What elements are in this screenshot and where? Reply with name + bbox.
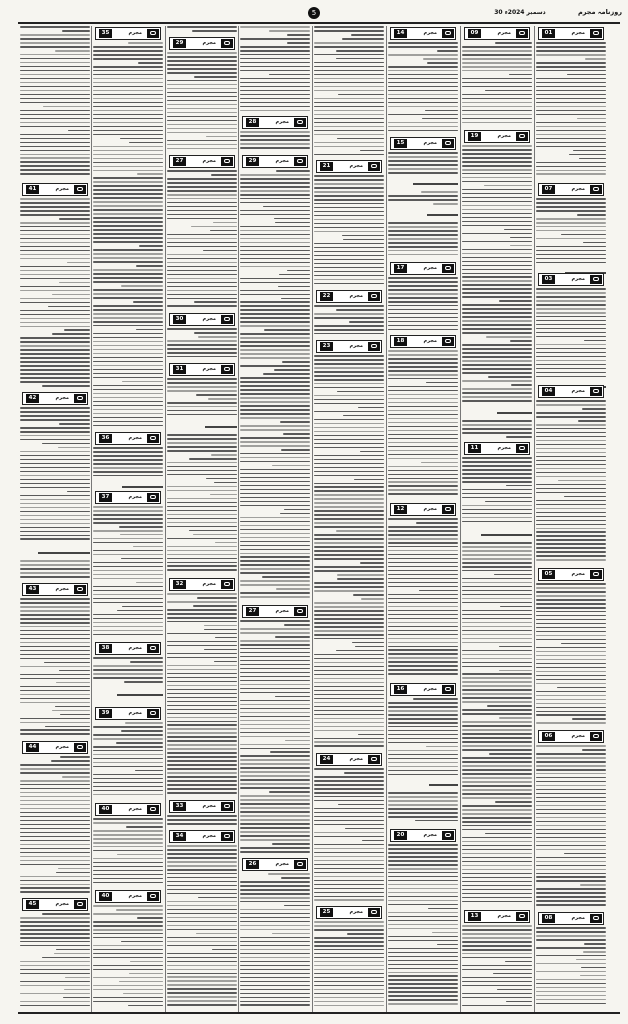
emblem-icon bbox=[74, 185, 86, 194]
notice-header bbox=[169, 363, 235, 376]
notice-number: 44 bbox=[26, 743, 39, 752]
notice-title: مجرم bbox=[55, 901, 69, 907]
text-block bbox=[240, 26, 310, 114]
emblem-icon bbox=[368, 292, 380, 301]
newspaper-name: روزنامہ مجرم bbox=[577, 8, 622, 16]
notice-title: مجرم bbox=[128, 435, 142, 441]
notice-number: 29 bbox=[246, 157, 259, 166]
emblem-icon bbox=[442, 685, 454, 694]
column-rule bbox=[91, 26, 92, 1012]
notice-title: مجرم bbox=[202, 803, 216, 809]
emblem-icon bbox=[147, 644, 159, 653]
notice-number: 16 bbox=[394, 685, 407, 694]
text-block bbox=[314, 355, 384, 749]
text-block bbox=[20, 407, 90, 542]
text-block bbox=[93, 905, 163, 1009]
notice-header bbox=[464, 442, 530, 455]
subheading bbox=[167, 422, 237, 434]
notice-number: 32 bbox=[173, 580, 186, 589]
notice-header bbox=[169, 313, 235, 326]
notice-header bbox=[390, 335, 456, 348]
notice-header bbox=[464, 27, 530, 40]
notice-title: مجرم bbox=[202, 40, 216, 46]
emblem-icon bbox=[294, 157, 306, 166]
footer-rule bbox=[18, 1012, 620, 1014]
notice-header bbox=[390, 27, 456, 40]
notice-number: 40 bbox=[99, 805, 112, 814]
notice-title: مجرم bbox=[202, 581, 216, 587]
notice-header bbox=[22, 583, 88, 596]
text-block bbox=[167, 845, 237, 1008]
notice-header bbox=[22, 183, 88, 196]
notice-title: مجرم bbox=[571, 186, 585, 192]
text-block bbox=[167, 434, 237, 573]
notice-number: 09 bbox=[468, 29, 481, 38]
notice-header bbox=[538, 568, 604, 581]
emblem-icon bbox=[221, 39, 233, 48]
text-block bbox=[167, 26, 237, 34]
emblem-icon bbox=[442, 505, 454, 514]
text-block bbox=[462, 42, 532, 126]
notice-number: 18 bbox=[394, 337, 407, 346]
notice-number: 21 bbox=[320, 162, 333, 171]
notice-title: مجرم bbox=[571, 30, 585, 36]
notice-number: 37 bbox=[99, 493, 112, 502]
notice-number: 34 bbox=[173, 832, 186, 841]
notice-header bbox=[316, 290, 382, 303]
column-rule bbox=[386, 26, 387, 1012]
notice-title: مجرم bbox=[571, 915, 585, 921]
notice-header bbox=[22, 741, 88, 754]
notice-number: 06 bbox=[542, 732, 555, 741]
text-block bbox=[536, 583, 606, 726]
notice-title: مجرم bbox=[497, 913, 511, 919]
emblem-icon bbox=[368, 162, 380, 171]
notice-number: 15 bbox=[394, 139, 407, 148]
text-block bbox=[536, 400, 606, 563]
notice-title: مجرم bbox=[275, 608, 289, 614]
notice-number: 38 bbox=[99, 644, 112, 653]
text-block bbox=[240, 620, 310, 855]
notice-header bbox=[316, 340, 382, 353]
text-block bbox=[536, 745, 606, 908]
notice-number: 28 bbox=[246, 118, 259, 127]
notice-title: مجرم bbox=[202, 158, 216, 164]
subheading bbox=[462, 530, 532, 542]
text-block bbox=[536, 927, 606, 1007]
notice-number: 08 bbox=[542, 914, 555, 923]
notice-header bbox=[464, 130, 530, 143]
notice-header bbox=[316, 753, 382, 766]
text-block bbox=[462, 420, 532, 440]
emblem-icon bbox=[221, 365, 233, 374]
column-rule bbox=[165, 26, 166, 1012]
text-block bbox=[240, 873, 310, 1008]
column-rule bbox=[534, 26, 535, 1012]
text-block bbox=[388, 42, 458, 134]
emblem-icon bbox=[74, 585, 86, 594]
notice-title: مجرم bbox=[128, 30, 142, 36]
notice-title: مجرم bbox=[275, 861, 289, 867]
notice-title: مجرم bbox=[571, 571, 585, 577]
notice-header bbox=[169, 578, 235, 591]
text-block bbox=[167, 815, 237, 827]
notice-title: مجرم bbox=[128, 645, 142, 651]
notice-header bbox=[390, 503, 456, 516]
notice-number: 05 bbox=[542, 570, 555, 579]
notice-header bbox=[316, 160, 382, 173]
emblem-icon bbox=[74, 900, 86, 909]
text-block bbox=[20, 26, 90, 177]
notice-header bbox=[242, 116, 308, 129]
notice-header bbox=[390, 262, 456, 275]
notice-title: مجرم bbox=[423, 265, 437, 271]
text-block bbox=[20, 756, 90, 895]
notice-header bbox=[538, 385, 604, 398]
subheading bbox=[462, 408, 532, 420]
notice-title: مجرم bbox=[55, 395, 69, 401]
text-block bbox=[93, 42, 163, 428]
emblem-icon bbox=[147, 892, 159, 901]
text-block bbox=[20, 913, 90, 1009]
notice-title: مجرم bbox=[423, 832, 437, 838]
emblem-icon bbox=[74, 394, 86, 403]
notice-number: 19 bbox=[468, 132, 481, 141]
text-block bbox=[388, 792, 458, 824]
notice-title: مجرم bbox=[423, 506, 437, 512]
notice-number: 42 bbox=[26, 394, 39, 403]
text-block bbox=[314, 921, 384, 1009]
emblem-icon bbox=[221, 580, 233, 589]
notice-header bbox=[169, 830, 235, 843]
notice-number: 40 bbox=[99, 892, 112, 901]
notice-header bbox=[169, 155, 235, 168]
notice-number: 12 bbox=[394, 505, 407, 514]
text-block bbox=[388, 350, 458, 497]
notice-number: 33 bbox=[173, 802, 186, 811]
emblem-icon bbox=[147, 434, 159, 443]
notice-title: مجرم bbox=[423, 338, 437, 344]
notice-number: 39 bbox=[99, 709, 112, 718]
emblem-icon bbox=[442, 139, 454, 148]
notice-header bbox=[316, 906, 382, 919]
emblem-icon bbox=[590, 185, 602, 194]
notice-title: مجرم bbox=[571, 276, 585, 282]
emblem-icon bbox=[442, 264, 454, 273]
notice-number: 13 bbox=[468, 912, 481, 921]
subheading bbox=[93, 690, 163, 702]
text-block bbox=[93, 506, 163, 637]
text-block bbox=[462, 145, 532, 404]
notice-number: 03 bbox=[542, 275, 555, 284]
emblem-icon bbox=[516, 29, 528, 38]
subheading bbox=[388, 210, 458, 222]
emblem-icon bbox=[147, 493, 159, 502]
notice-header bbox=[95, 707, 161, 720]
text-block bbox=[167, 328, 237, 360]
column-rule bbox=[238, 26, 239, 1012]
notice-title: مجرم bbox=[349, 909, 363, 915]
text-block bbox=[20, 598, 90, 737]
text-block bbox=[536, 198, 606, 266]
text-block bbox=[20, 560, 90, 580]
notice-title: مجرم bbox=[202, 316, 216, 322]
emblem-icon bbox=[516, 444, 528, 453]
text-block bbox=[167, 593, 237, 796]
notice-header bbox=[169, 37, 235, 50]
text-block bbox=[240, 131, 310, 151]
notice-number: 24 bbox=[320, 755, 333, 764]
text-block bbox=[20, 198, 90, 389]
notice-title: مجرم bbox=[55, 186, 69, 192]
emblem-icon bbox=[221, 832, 233, 841]
emblem-icon bbox=[516, 132, 528, 141]
notice-number: 20 bbox=[394, 831, 407, 840]
notice-title: مجرم bbox=[423, 30, 437, 36]
text-block bbox=[536, 288, 606, 380]
notice-header bbox=[22, 898, 88, 911]
text-block bbox=[462, 457, 532, 525]
notice-header bbox=[95, 432, 161, 445]
notice-number: 27 bbox=[173, 157, 186, 166]
column-rule bbox=[312, 26, 313, 1012]
masthead-date: 30 دسمبر 2024ء bbox=[494, 9, 546, 16]
notice-number: 29 bbox=[173, 39, 186, 48]
notice-number: 45 bbox=[26, 900, 39, 909]
text-block bbox=[388, 844, 458, 1007]
subheading bbox=[388, 780, 458, 792]
notice-header bbox=[95, 642, 161, 655]
emblem-icon bbox=[221, 157, 233, 166]
emblem-icon bbox=[147, 805, 159, 814]
emblem-icon bbox=[442, 29, 454, 38]
emblem-icon bbox=[147, 709, 159, 718]
emblem-icon bbox=[516, 912, 528, 921]
emblem-icon bbox=[590, 570, 602, 579]
page-number-badge: 5 bbox=[308, 7, 320, 19]
notice-title: مجرم bbox=[275, 119, 289, 125]
text-block bbox=[388, 152, 458, 176]
text-block bbox=[388, 698, 458, 778]
notice-title: مجرم bbox=[571, 388, 585, 394]
emblem-icon bbox=[368, 908, 380, 917]
text-block bbox=[462, 542, 532, 905]
notice-title: مجرم bbox=[423, 686, 437, 692]
notice-header bbox=[538, 730, 604, 743]
notice-title: مجرم bbox=[349, 756, 363, 762]
text-block bbox=[167, 52, 237, 152]
notice-title: مجرم bbox=[55, 586, 69, 592]
emblem-icon bbox=[368, 342, 380, 351]
text-block bbox=[388, 518, 458, 677]
text-block bbox=[536, 42, 606, 177]
notice-title: مجرم bbox=[55, 744, 69, 750]
emblem-icon bbox=[294, 860, 306, 869]
notice-number: 31 bbox=[173, 365, 186, 374]
notice-number: 23 bbox=[320, 342, 333, 351]
notice-title: مجرم bbox=[202, 833, 216, 839]
notice-header bbox=[538, 183, 604, 196]
notice-number: 07 bbox=[542, 185, 555, 194]
notice-title: مجرم bbox=[497, 30, 511, 36]
subheading bbox=[20, 548, 90, 560]
emblem-icon bbox=[147, 29, 159, 38]
notice-number: 30 bbox=[173, 315, 186, 324]
text-block bbox=[93, 447, 163, 479]
notice-number: 25 bbox=[320, 908, 333, 917]
text-block bbox=[93, 818, 163, 886]
emblem-icon bbox=[590, 732, 602, 741]
notice-header bbox=[538, 912, 604, 925]
notice-header bbox=[242, 858, 308, 871]
text-block bbox=[167, 170, 237, 309]
notice-title: مجرم bbox=[202, 366, 216, 372]
notice-number: 41 bbox=[26, 185, 39, 194]
masthead-rule bbox=[18, 22, 620, 24]
notice-title: مجرم bbox=[497, 133, 511, 139]
notice-number: 35 bbox=[99, 29, 112, 38]
emblem-icon bbox=[590, 387, 602, 396]
emblem-icon bbox=[590, 914, 602, 923]
notice-number: 26 bbox=[246, 860, 259, 869]
emblem-icon bbox=[368, 755, 380, 764]
emblem-icon bbox=[442, 831, 454, 840]
notice-header bbox=[95, 890, 161, 903]
emblem-icon bbox=[221, 315, 233, 324]
masthead bbox=[0, 0, 628, 26]
notice-header bbox=[390, 683, 456, 696]
text-block bbox=[314, 175, 384, 287]
notice-title: مجرم bbox=[497, 445, 511, 451]
emblem-icon bbox=[294, 607, 306, 616]
notice-title: مجرم bbox=[275, 158, 289, 164]
emblem-icon bbox=[590, 29, 602, 38]
notice-title: مجرم bbox=[128, 806, 142, 812]
text-block bbox=[93, 722, 163, 798]
text-block bbox=[167, 378, 237, 418]
notice-title: مجرم bbox=[349, 293, 363, 299]
notice-number: 14 bbox=[394, 29, 407, 38]
text-block bbox=[388, 222, 458, 258]
notice-header bbox=[390, 137, 456, 150]
text-block bbox=[93, 657, 163, 685]
text-block bbox=[462, 925, 532, 1009]
notice-number: 22 bbox=[320, 292, 333, 301]
text-block bbox=[314, 26, 384, 157]
notice-title: مجرم bbox=[128, 893, 142, 899]
notice-header bbox=[95, 27, 161, 40]
notice-title: مجرم bbox=[128, 494, 142, 500]
emblem-icon bbox=[221, 802, 233, 811]
emblem-icon bbox=[590, 275, 602, 284]
emblem-icon bbox=[294, 118, 306, 127]
notice-number: 17 bbox=[394, 264, 407, 273]
text-block bbox=[240, 170, 310, 600]
column-rule bbox=[460, 26, 461, 1012]
notice-number: 43 bbox=[26, 585, 39, 594]
notice-number: 27 bbox=[246, 607, 259, 616]
notice-header bbox=[390, 829, 456, 842]
notice-title: مجرم bbox=[423, 140, 437, 146]
notice-number: 36 bbox=[99, 434, 112, 443]
notice-title: مجرم bbox=[128, 710, 142, 716]
emblem-icon bbox=[74, 743, 86, 752]
text-block bbox=[314, 305, 384, 337]
notice-number: 04 bbox=[542, 387, 555, 396]
notice-header bbox=[169, 800, 235, 813]
notice-header bbox=[538, 273, 604, 286]
emblem-icon bbox=[442, 337, 454, 346]
notice-header bbox=[464, 910, 530, 923]
subheading bbox=[388, 179, 458, 191]
notice-number: 11 bbox=[468, 444, 481, 453]
notice-header bbox=[242, 605, 308, 618]
notice-header bbox=[95, 491, 161, 504]
notice-number: 01 bbox=[542, 29, 555, 38]
notice-title: مجرم bbox=[571, 733, 585, 739]
text-block bbox=[388, 277, 458, 333]
notice-header bbox=[95, 803, 161, 816]
notice-title: مجرم bbox=[349, 163, 363, 169]
notice-header bbox=[242, 155, 308, 168]
notice-header bbox=[538, 27, 604, 40]
text-block bbox=[388, 191, 458, 207]
notice-header bbox=[22, 392, 88, 405]
text-block bbox=[314, 768, 384, 903]
notice-title: مجرم bbox=[349, 343, 363, 349]
